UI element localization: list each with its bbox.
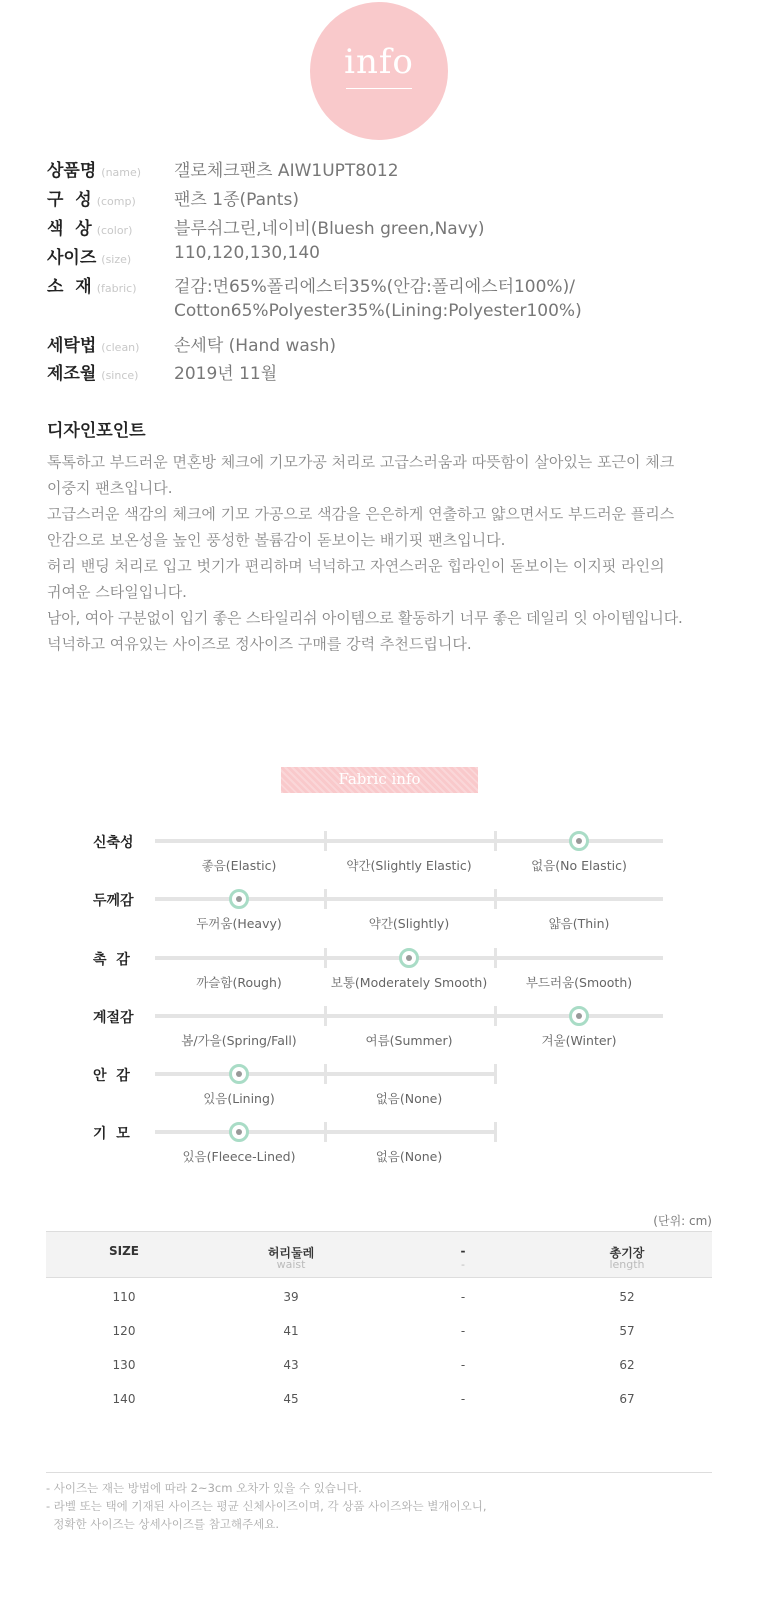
spec-label-since: 제조월 (since): [47, 364, 139, 384]
fabric-tick: [324, 889, 327, 909]
fabric-tick: [494, 831, 497, 851]
spec-value-clean: 손세탁 (Hand wash): [174, 336, 337, 356]
table-cell: 43: [283, 1358, 299, 1372]
fabric-option: 있음(Fleece-Lined): [182, 1149, 296, 1164]
design-point-line: 허리 밴딩 처리로 입고 벗기가 편리하며 넉넉하고 자연스러운 힙라인이 돋보이는 이지핏 라인의: [47, 557, 665, 575]
info-underline: [346, 88, 412, 89]
table-cell: -: [460, 1392, 466, 1406]
fabric-tick: [494, 948, 497, 968]
design-point-line: 귀여운 스타일입니다.: [47, 583, 187, 601]
fabric-option: 없음(None): [375, 1091, 443, 1106]
fabric-selected-marker: [229, 1064, 249, 1084]
table-cell: 52: [619, 1290, 635, 1304]
col-header-waist-sub: waist: [276, 1258, 306, 1271]
spec-value-color: 블루쉬그린,네이비(Bluesh green,Navy): [174, 219, 485, 239]
fabric-selected-marker: [569, 1006, 589, 1026]
fabric-label-thickness: 두께감: [93, 893, 134, 909]
info-title: info: [344, 42, 414, 82]
table-cell: -: [460, 1358, 466, 1372]
table-cell: 130: [112, 1358, 136, 1372]
spec-value-fabric: 겉감:면65%폴리에스터35%(안감:폴리에스터100%)/: [174, 277, 575, 297]
table-cell: 67: [619, 1392, 635, 1406]
fabric-selected-marker: [399, 948, 419, 968]
fabric-option: 약간(Slightly Elastic): [346, 858, 472, 873]
spec-value-since: 2019년 11월: [174, 364, 278, 384]
spec-label-clean: 세탁법 (clean): [47, 336, 140, 356]
fabric-selected-marker: [569, 831, 589, 851]
fabric-tick: [494, 1122, 497, 1142]
fabric-tick: [324, 1122, 327, 1142]
fabric-label-fleece: 기 모: [93, 1126, 130, 1142]
fabric-option: 있음(Lining): [203, 1091, 275, 1106]
col-header-waist: 허리둘레: [267, 1246, 315, 1260]
table-cell: 140: [112, 1392, 136, 1406]
fabric-tick: [324, 1006, 327, 1026]
fabric-tick: [494, 889, 497, 909]
design-point-line: 고급스러운 색감의 체크에 기모 가공으로 색감을 은은하게 연출하고 얇으면서도 부드러운 플리스: [47, 505, 675, 523]
fabric-option: 부드러움(Smooth): [525, 975, 633, 990]
table-cell: 57: [619, 1324, 635, 1338]
table-cell: 39: [283, 1290, 299, 1304]
spec-label-name: 상품명 (name): [47, 161, 142, 181]
fabric-selected-marker: [229, 1122, 249, 1142]
table-cell: -: [460, 1290, 466, 1304]
fabric-label-lining: 안 감: [93, 1068, 130, 1084]
col-header-length-sub: length: [609, 1258, 645, 1271]
fabric-label-texture: 촉 감: [93, 952, 130, 968]
spec-value-fabric-en: Cotton65%Polyester35%(Lining:Polyester100%): [174, 301, 582, 321]
col-header-blank-sub: -: [461, 1258, 465, 1271]
fabric-option: 봄/가을(Spring/Fall): [181, 1033, 297, 1048]
footer-divider: [46, 1472, 712, 1473]
spec-value-comp: 팬츠 1종(Pants): [174, 190, 299, 210]
fabric-tick: [324, 831, 327, 851]
spec-label-size: 사이즈 (size): [47, 248, 132, 268]
table-cell: 41: [283, 1324, 299, 1338]
fabric-option: 약간(Slightly): [368, 916, 450, 931]
fabric-option: 여름(Summer): [365, 1033, 453, 1048]
fabric-selected-marker: [229, 889, 249, 909]
fabric-label-season: 계절감: [93, 1010, 134, 1026]
fabric-tick: [494, 1006, 497, 1026]
fabric-option: 없음(None): [375, 1149, 443, 1164]
fabric-tick: [494, 1064, 497, 1084]
col-header-length: 총기장: [609, 1246, 645, 1260]
design-point-line: 안감으로 보온성을 높인 풍성한 볼륨감이 돋보이는 배기핏 팬츠입니다.: [47, 531, 506, 549]
size-note: - 사이즈는 재는 방법에 따라 2~3cm 오차가 있을 수 있습니다.: [46, 1481, 362, 1495]
fabric-option: 좋음(Elastic): [201, 858, 277, 873]
size-note: 정확한 사이즈는 상세사이즈를 참고해주세요.: [46, 1517, 280, 1531]
fabric-option: 없음(No Elastic): [531, 858, 627, 873]
unit-note: (단위: cm): [653, 1214, 712, 1228]
size-note: - 라벨 또는 택에 기재된 사이즈는 평균 신체사이즈이며, 각 상품 사이즈와는 별개이오니,: [46, 1499, 487, 1513]
design-point-line: 톡톡하고 부드러운 면혼방 체크에 기모가공 처리로 고급스러움과 따뜻함이 살아있는 포근이 체크: [47, 453, 675, 471]
design-point-heading: 디자인포인트: [47, 421, 146, 441]
spec-value-name: 갤로체크팬츠 AIW1UPT8012: [174, 161, 399, 181]
fabric-label-elasticity: 신축성: [93, 835, 134, 851]
fabric-option: 까슬함(Rough): [196, 975, 282, 990]
fabric-option: 두꺼움(Heavy): [196, 916, 282, 931]
fabric-tick: [324, 948, 327, 968]
table-cell: 120: [112, 1324, 136, 1338]
fabric-option: 얇음(Thin): [548, 916, 610, 931]
design-point-line: 남아, 여아 구분없이 입기 좋은 스타일리쉬 아이템으로 활동하기 너무 좋은 데일리 잇 아이템입니다.: [47, 609, 683, 627]
fabric-option: 보통(Moderately Smooth): [330, 975, 488, 990]
fabric-tick: [324, 1064, 327, 1084]
spec-label-fabric: 소 재 (fabric): [47, 277, 137, 297]
table-cell: 45: [283, 1392, 299, 1406]
fabric-option: 겨울(Winter): [541, 1033, 617, 1048]
table-cell: -: [460, 1324, 466, 1338]
spec-value-size: 110,120,130,140: [174, 243, 321, 263]
spec-label-comp: 구 성 (comp): [47, 190, 136, 210]
table-cell: 62: [619, 1358, 635, 1372]
fabric-info-title: Fabric info: [338, 770, 421, 788]
design-point-line: 이중지 팬츠입니다.: [47, 479, 173, 497]
col-header-blank: -: [460, 1244, 466, 1258]
table-cell: 110: [112, 1290, 136, 1304]
col-header-size: SIZE: [108, 1244, 139, 1258]
design-point-line: 넉넉하고 여유있는 사이즈로 정사이즈 구매를 강력 추천드립니다.: [47, 635, 472, 653]
spec-label-color: 색 상 (color): [47, 219, 133, 239]
